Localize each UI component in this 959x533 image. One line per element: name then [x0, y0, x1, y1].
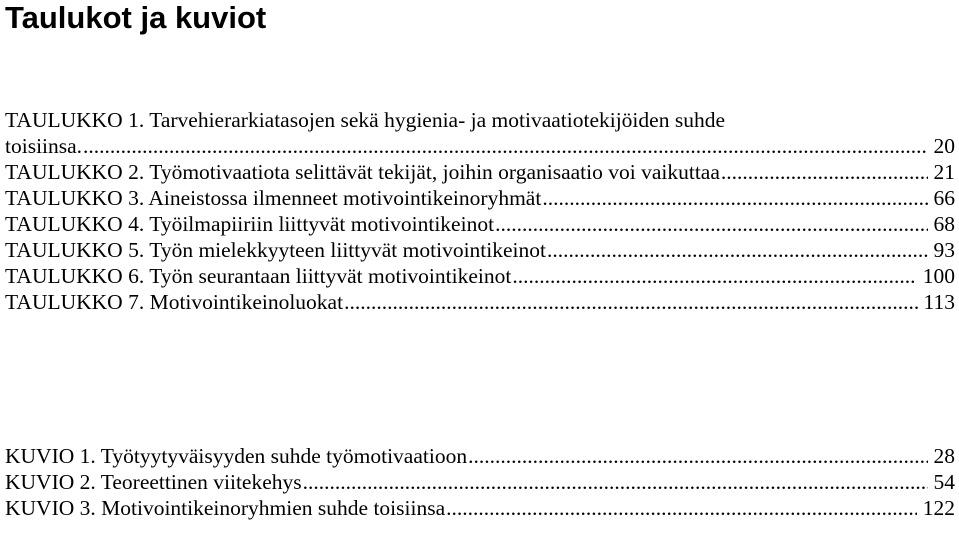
dot-leader — [512, 263, 916, 289]
dot-leader — [542, 185, 927, 211]
toc-page-number: 68 — [933, 212, 955, 236]
toc-entry-figure-3[interactable] — [5, 495, 955, 521]
toc-entry-label: TAULUKKO 4. Työilmapiiriin liittyvät motivointikeinot — [5, 212, 495, 236]
toc-entry-label: KUVIO 3. Motivointikeinoryhmien suhde toisiinsa — [5, 496, 446, 520]
toc-entry-label: toisiinsa. — [5, 134, 83, 158]
toc-row — [5, 133, 955, 159]
toc-entry-label: TAULUKKO 6. Työn seurantaan liittyvät motivointikeinot — [5, 264, 512, 288]
toc-entry-first-line: TAULUKKO 1. Tarvehierarkiatasojen sekä hygienia- ja motivaatiotekijöiden suhde — [5, 108, 725, 132]
toc-row — [5, 263, 955, 289]
toc-entry-label: TAULUKKO 7. Motivointikeinoluokat — [5, 290, 344, 314]
toc-page-number: 21 — [933, 160, 955, 184]
toc-page-number: 122 — [922, 496, 955, 520]
toc-entry-figure-1[interactable] — [5, 443, 955, 469]
dot-leader — [468, 443, 927, 469]
toc-page-number: 66 — [933, 186, 955, 210]
toc-entry-table-4[interactable] — [5, 211, 955, 237]
toc-entry-table-6[interactable] — [5, 263, 955, 289]
toc-entry-table-1[interactable] — [5, 107, 955, 159]
toc-entry-table-5[interactable] — [5, 237, 955, 263]
toc-entry-label: KUVIO 2. Teoreettinen viitekehys — [5, 470, 302, 494]
dot-leader — [303, 469, 928, 495]
toc-page-number: 100 — [922, 264, 955, 288]
toc-row — [5, 289, 955, 315]
toc-row — [5, 237, 955, 263]
toc-entry-label: TAULUKKO 5. Työn mielekkyyteen liittyvät motivointikeinot — [5, 238, 546, 262]
toc-entry-table-7[interactable] — [5, 289, 955, 315]
toc-entry-table-2[interactable] — [5, 159, 955, 185]
dot-leader — [83, 133, 927, 159]
toc-page-number: 28 — [933, 444, 955, 468]
toc-page-number: 20 — [933, 134, 955, 158]
toc-row — [5, 443, 955, 469]
toc-row — [5, 211, 955, 237]
toc-row — [5, 159, 955, 185]
dot-leader — [721, 159, 928, 185]
table-list — [5, 107, 955, 315]
toc-page-number: 54 — [933, 470, 955, 494]
dot-leader — [547, 237, 928, 263]
dot-leader — [344, 289, 917, 315]
toc-entry-table-3[interactable] — [5, 185, 955, 211]
toc-entry-figure-2[interactable] — [5, 469, 955, 495]
figure-list — [5, 443, 955, 521]
page-title: Taulukot ja kuviot — [5, 0, 267, 35]
toc-page-number: 93 — [933, 238, 955, 262]
toc-entry-label: KUVIO 1. Työtyytyväisyyden suhde työmotivaatioon — [5, 444, 468, 468]
dot-leader — [495, 211, 927, 237]
dot-leader — [446, 495, 917, 521]
toc-row — [5, 185, 955, 211]
toc-entry-label: TAULUKKO 2. Työmotivaatiota selittävät tekijät, joihin organisaatio voi vaikuttaa — [5, 160, 720, 184]
toc-row — [5, 469, 955, 495]
toc-page-number: 113 — [923, 290, 955, 314]
toc-entry-label: TAULUKKO 3. Aineistossa ilmenneet motivointikeinoryhmät — [5, 186, 542, 210]
toc-row — [5, 495, 955, 521]
